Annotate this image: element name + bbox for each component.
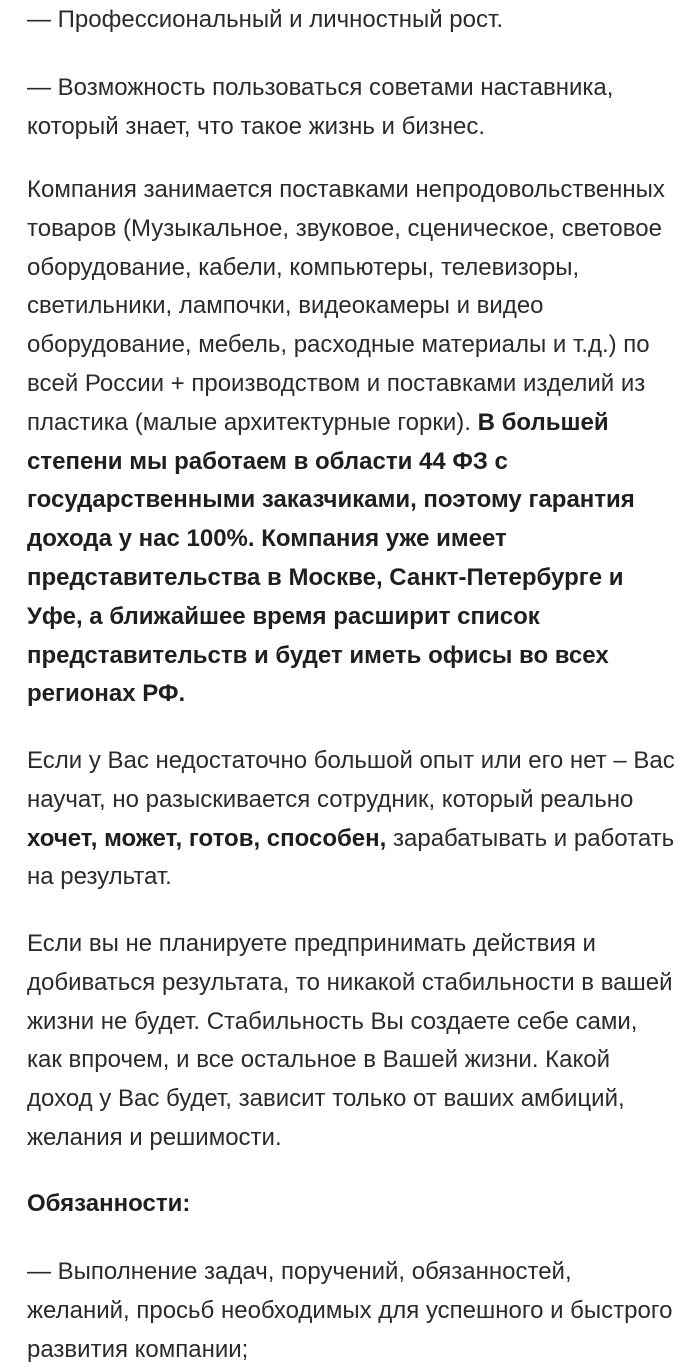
- paragraph-experience: [27, 742, 677, 897]
- paragraph-growth: — Профессиональный и личностный рост.: [27, 6, 504, 33]
- paragraph-stability: Если вы не планируете предпринимать действия и добиваться результата, то никакой стабильности в вашей жизни не будет. Стабильность Вы создаете себе сами, как впрочем, и все остальное в Вашей жизни. Какой доход у Вас будет, зависит только от ваших амбиций, желания и решимости.: [27, 930, 673, 1151]
- duties-heading: Обязанности:: [27, 1190, 191, 1217]
- company-highlight-text: В большей степени мы работаем в области 44 ФЗ с государственными заказчиками, поэтому гарантия дохода у нас 100%. Компания уже имеет представительства в Москве, Санкт-Петербурге и Уфе, а ближайшее время расширит список представительств и будет иметь офисы во всех регионах РФ.: [27, 408, 635, 708]
- paragraph-mentor: — Возможность пользоваться советами наставника, который знает, что такое жизнь и бизнес.: [27, 74, 614, 140]
- experience-highlight-text: хочет, может, готов, способен,: [27, 824, 387, 852]
- experience-text-end: зарабатывать и работать на результат.: [27, 824, 675, 891]
- paragraph-company: [27, 171, 677, 714]
- duty-item: — Выполнение задач, поручений, обязанностей, желаний, просьб необходимых для успешного и быстрого развития компании;: [27, 1258, 673, 1363]
- experience-text-start: Если у Вас недостаточно большой опыт или его нет – Вас научат, но разыскивается сотрудник, который реально: [27, 747, 675, 813]
- company-description-text: Компания занимается поставками непродовольственных товаров (Музыкальное, звуковое, сценическое, световое оборудование, кабели, компьютеры, телевизоры, светильники, лампочки, видеокамеры и видео оборудование, мебель, расходные материалы и т.д.) по всей России + производством и поставками изделий из пластика (малые архитектурные горки).: [27, 176, 665, 436]
